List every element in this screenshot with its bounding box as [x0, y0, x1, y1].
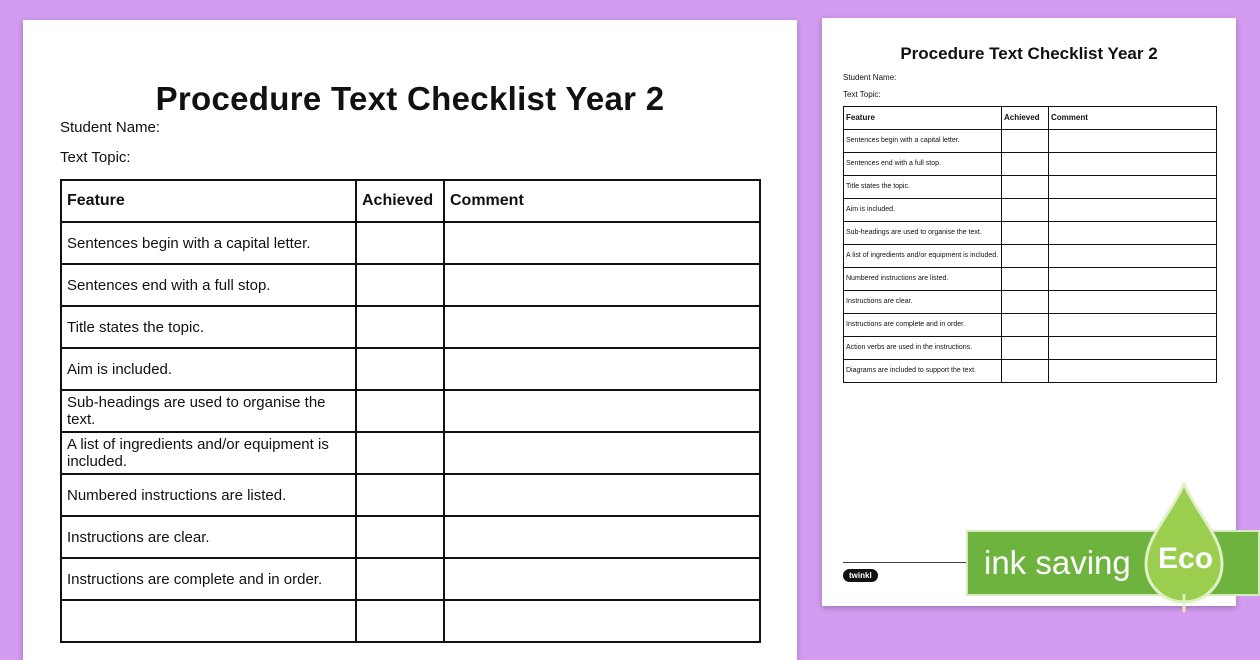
preview-text-topic-label: Text Topic:: [843, 90, 881, 99]
achieved-cell: [356, 306, 444, 348]
feature-cell: Sentences begin with a capital letter.: [61, 222, 356, 264]
preview-checklist-table: [843, 106, 1217, 383]
comment-cell: [444, 474, 760, 516]
header-achieved: Achieved: [356, 180, 444, 222]
feature-cell: Sentences end with a full stop.: [61, 264, 356, 306]
feature-cell: Instructions are clear.: [61, 516, 356, 558]
page-title: Procedure Text Checklist Year 2: [155, 80, 665, 117]
table-row: [61, 348, 760, 390]
feature-cell: Aim is included.: [61, 348, 356, 390]
comment-cell: [444, 516, 760, 558]
footer-divider: [843, 562, 973, 563]
comment-cell: [444, 348, 760, 390]
comment-cell: [444, 306, 760, 348]
table-row: [844, 360, 1217, 383]
achieved-cell: [356, 348, 444, 390]
feature-cell: Sub-headings are used to organise the text.: [844, 222, 1002, 245]
achieved-cell: [356, 600, 444, 642]
comment-cell: [444, 222, 760, 264]
achieved-cell: [356, 558, 444, 600]
table-row: [844, 314, 1217, 337]
table-row: [844, 153, 1217, 176]
header-comment: Comment: [1049, 107, 1217, 130]
table-row: [844, 130, 1217, 153]
feature-cell: Aim is included.: [844, 199, 1002, 222]
twinkl-logo: twinkl: [843, 569, 878, 582]
feature-cell: A list of ingredients and/or equipment is included.: [844, 245, 1002, 268]
large-worksheet-preview: [23, 20, 797, 660]
table-row: [61, 222, 760, 264]
header-comment: Comment: [444, 180, 760, 222]
table-row: [61, 390, 760, 432]
table-row: [844, 268, 1217, 291]
achieved-cell: [356, 390, 444, 432]
feature-cell: Instructions are complete and in order.: [61, 558, 356, 600]
comment-cell: [444, 558, 760, 600]
header-feature: Feature: [844, 107, 1002, 130]
feature-cell: Instructions are clear.: [844, 291, 1002, 314]
table-row: [61, 306, 760, 348]
achieved-cell: [356, 432, 444, 474]
comment-cell: [444, 600, 760, 642]
preview-student-name-label: Student Name:: [843, 73, 897, 82]
achieved-cell: [356, 222, 444, 264]
table-row: [61, 516, 760, 558]
table-row: [61, 558, 760, 600]
feature-cell: Title states the topic.: [61, 306, 356, 348]
table-row: [844, 222, 1217, 245]
table-row: [61, 432, 760, 474]
eco-label: Eco: [1158, 542, 1214, 575]
feature-cell: [61, 600, 356, 642]
table-row: [61, 600, 760, 642]
achieved-cell: [356, 264, 444, 306]
table-row: [844, 291, 1217, 314]
feature-cell: Action verbs are used in the instructions.: [844, 337, 1002, 360]
header-achieved: Achieved: [1002, 107, 1049, 130]
table-row: [844, 199, 1217, 222]
comment-cell: [444, 432, 760, 474]
student-name-label: Student Name:: [60, 119, 161, 136]
table-row: [844, 245, 1217, 268]
feature-cell: Diagrams are included to support the text.: [844, 360, 1002, 383]
ink-saving-label: ink saving: [984, 544, 1131, 581]
feature-cell: Sentences begin with a capital letter.: [844, 130, 1002, 153]
header-feature: Feature: [61, 180, 356, 222]
feature-cell: Numbered instructions are listed.: [844, 268, 1002, 291]
table-row: [61, 474, 760, 516]
feature-cell: Title states the topic.: [844, 176, 1002, 199]
table-row: [844, 337, 1217, 360]
ink-saving-eco-badge: [966, 482, 1260, 612]
table-header-row: [61, 180, 760, 222]
comment-cell: [444, 390, 760, 432]
feature-cell: Numbered instructions are listed.: [61, 474, 356, 516]
text-topic-label: Text Topic:: [60, 149, 131, 166]
table-row: [844, 176, 1217, 199]
table-row: [61, 264, 760, 306]
feature-cell: A list of ingredients and/or equipment is included.: [61, 432, 356, 474]
feature-cell: Sub-headings are used to organise the text.: [61, 390, 356, 432]
comment-cell: [444, 264, 760, 306]
achieved-cell: [356, 474, 444, 516]
table-header-row: [844, 107, 1217, 130]
achieved-cell: [356, 516, 444, 558]
preview-title: Procedure Text Checklist Year 2: [900, 44, 1158, 63]
feature-cell: Instructions are complete and in order.: [844, 314, 1002, 337]
feature-cell: Sentences end with a full stop.: [844, 153, 1002, 176]
checklist-table: [60, 179, 761, 643]
